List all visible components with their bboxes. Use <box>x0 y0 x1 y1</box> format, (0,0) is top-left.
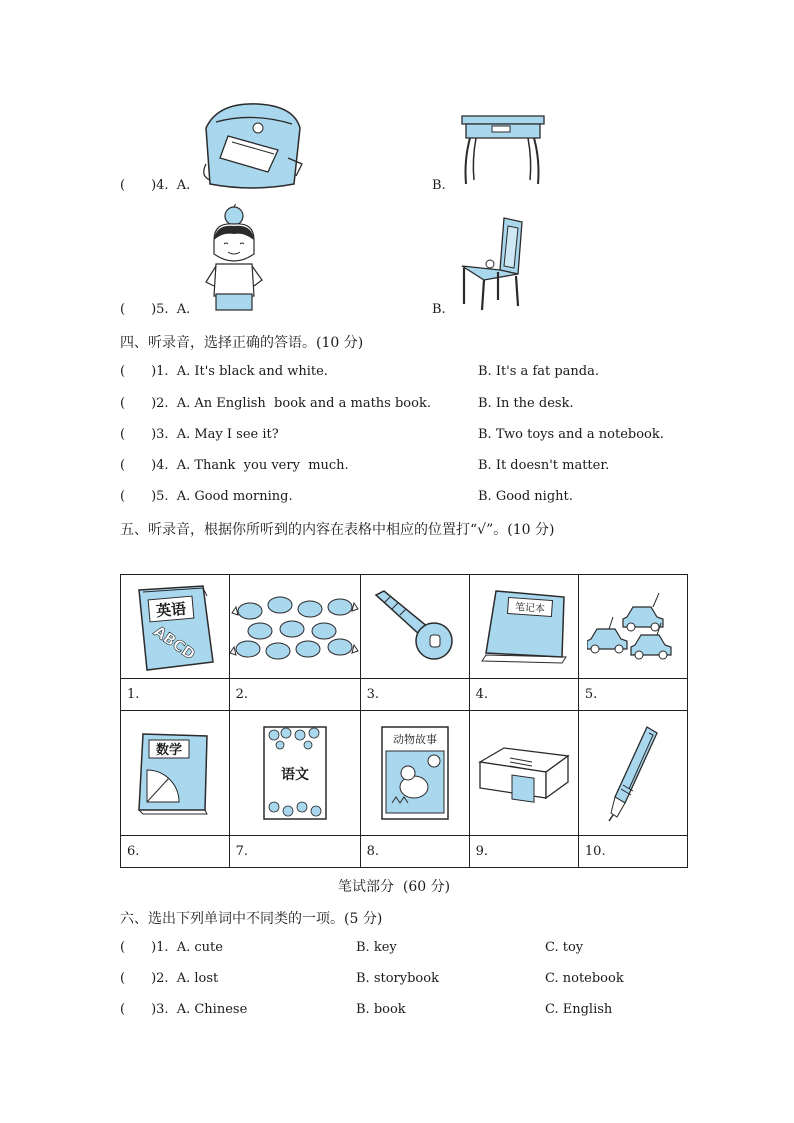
key-icon <box>370 587 460 667</box>
table-cell-8[interactable] <box>360 711 469 836</box>
option-a: A. Thank you very much. <box>176 458 349 473</box>
option-a: A. Chinese <box>176 1002 248 1017</box>
part6-heading: 六、选出下列单词中不同类的一项。(5 分) <box>120 911 383 927</box>
part6-item-3: ( )3. A. Chinese <box>120 1002 248 1017</box>
option-b-label: B. <box>432 178 446 193</box>
question-number: )5. <box>151 302 169 317</box>
question-number: )3. <box>151 1002 169 1017</box>
table-label: 9. <box>469 836 578 868</box>
storybook-icon <box>378 723 452 823</box>
option-a: A. cute <box>176 940 223 955</box>
pen-icon <box>603 723 663 823</box>
table-cell-5[interactable] <box>578 575 687 679</box>
option-b: B. It's a fat panda. <box>478 364 600 379</box>
answer-paren: ( <box>120 178 126 193</box>
table-label: 7. <box>229 836 360 868</box>
table-label: 8. <box>360 836 469 868</box>
option-b: B. key <box>356 940 397 955</box>
notebook-icon <box>478 587 570 667</box>
chair-icon <box>458 214 532 312</box>
option-b: B. book <box>356 1002 406 1017</box>
option-a-label: A. <box>176 178 191 193</box>
table-cell-9[interactable] <box>469 711 578 836</box>
pencil-box-icon <box>476 738 572 808</box>
maths-book-icon <box>135 730 215 816</box>
question-number: )4. <box>151 178 169 193</box>
table-cell-3[interactable] <box>360 575 469 679</box>
table-cell-2[interactable] <box>229 575 360 679</box>
option-a: A. An English book and a maths book. <box>176 396 431 411</box>
option-b: B. In the desk. <box>478 396 574 411</box>
book-letters-text: ABCD <box>150 621 199 664</box>
part4-heading: 四、听录音，选择正确的答语。(10 分) <box>120 335 364 351</box>
part6-item-1: ( )1. A. cute <box>120 940 223 955</box>
option-a-label: A. <box>176 302 191 317</box>
table-label: 3. <box>360 679 469 711</box>
part4-item-1: ( )1. A. It's black and white. <box>120 364 328 379</box>
book-title-text: 英语 <box>155 599 187 620</box>
option-a: A. It's black and white. <box>176 364 328 379</box>
table-label: 10. <box>578 836 687 868</box>
q3-5-row <box>120 302 190 317</box>
chinese-book-icon <box>260 723 330 823</box>
book-title-text: 动物故事 <box>392 733 437 746</box>
question-number: )3. <box>151 427 169 442</box>
desk-icon <box>458 110 548 188</box>
option-b: B. storybook <box>356 971 439 986</box>
table-label: 1. <box>121 679 230 711</box>
table-label: 6. <box>121 836 230 868</box>
table-label: 2. <box>229 679 360 711</box>
option-b: B. Two toys and a notebook. <box>478 427 664 442</box>
written-section-title: 笔试部分 (60 分) <box>338 879 451 895</box>
question-number: )1. <box>151 364 169 379</box>
boy-with-apple-icon <box>204 204 264 314</box>
table-cell-7[interactable] <box>229 711 360 836</box>
table-label: 4. <box>469 679 578 711</box>
notebook-title-text: 笔记本 <box>514 601 545 615</box>
answer-paren: ( <box>120 302 126 317</box>
schoolbag-icon <box>198 98 306 192</box>
table-label: 5. <box>578 679 687 711</box>
option-b: B. Good night. <box>478 489 573 504</box>
question-number: )4. <box>151 458 169 473</box>
option-a: A. Good morning. <box>176 489 293 504</box>
book-title-text: 数学 <box>155 743 182 758</box>
option-a: A. lost <box>176 971 219 986</box>
option-b: B. It doesn't matter. <box>478 458 610 473</box>
q3-4-row <box>120 178 190 193</box>
part4-item-3: ( )3. A. May I see it? <box>120 427 279 442</box>
english-book-icon <box>133 582 217 672</box>
toy-cars-icon <box>587 587 679 667</box>
table-cell-1[interactable] <box>121 575 230 679</box>
book-title-text: 语文 <box>280 767 309 783</box>
table-cell-6[interactable] <box>121 711 230 836</box>
part6-item-2: ( )2. A. lost <box>120 971 219 986</box>
part4-item-4: ( )4. A. Thank you very much. <box>120 458 349 473</box>
option-c: C. notebook <box>545 971 624 986</box>
listening-table <box>120 574 688 868</box>
part4-item-5: ( )5. A. Good morning. <box>120 489 293 504</box>
candies-icon <box>230 589 360 665</box>
part5-heading: 五、听录音，根据你所听到的内容在表格中相应的位置打“√”。(10 分) <box>120 522 555 538</box>
question-number: )1. <box>151 940 169 955</box>
part4-item-2: ( )2. A. An English book and a maths book. <box>120 396 431 411</box>
question-number: )2. <box>151 971 169 986</box>
option-b-label: B. <box>432 302 446 317</box>
table-cell-4[interactable] <box>469 575 578 679</box>
option-c: C. English <box>545 1002 613 1017</box>
question-number: )5. <box>151 489 169 504</box>
option-a: A. May I see it? <box>176 427 279 442</box>
question-number: )2. <box>151 396 169 411</box>
option-c: C. toy <box>545 940 584 955</box>
table-cell-10[interactable] <box>578 711 687 836</box>
